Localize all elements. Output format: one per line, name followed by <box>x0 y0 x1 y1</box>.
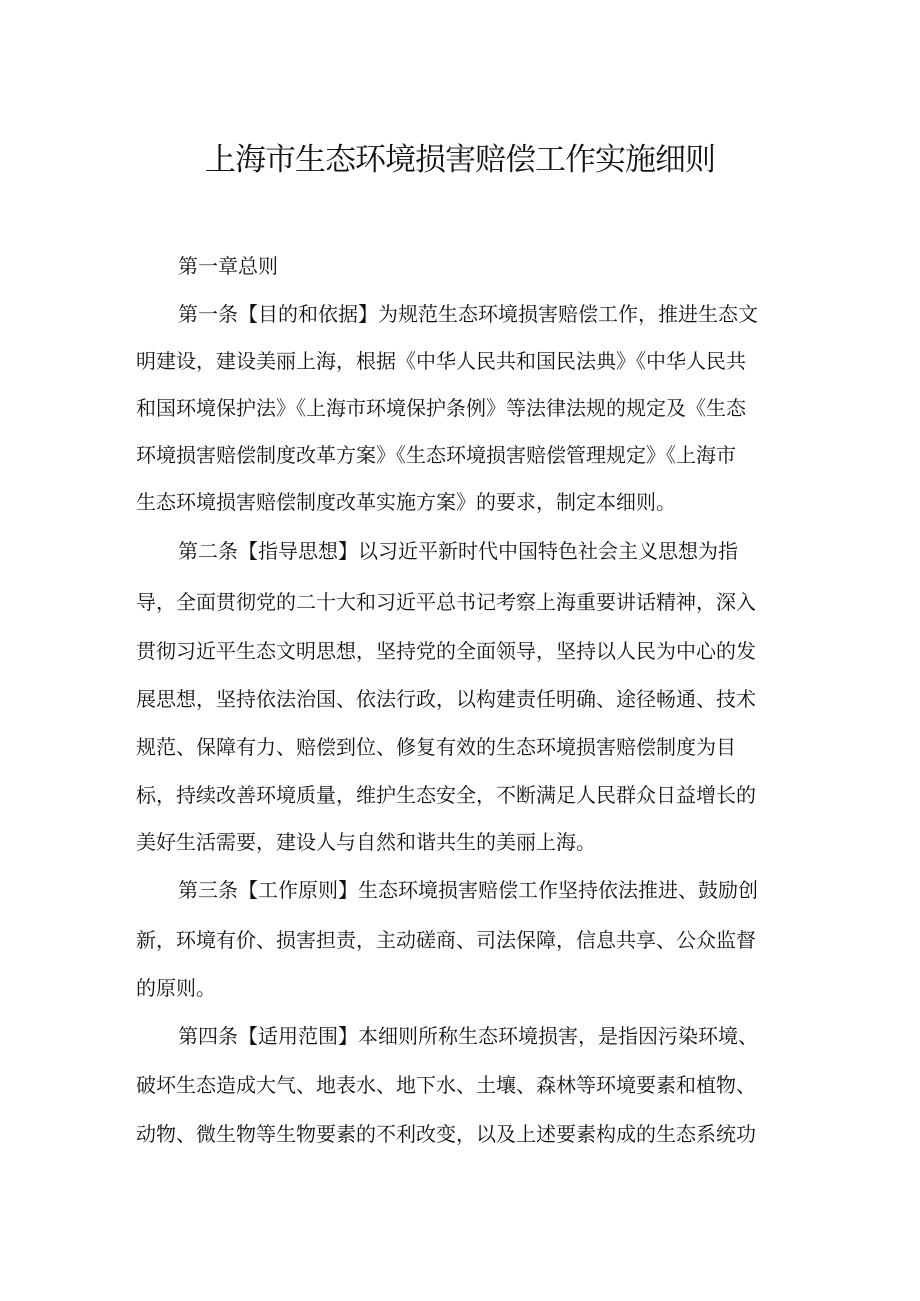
article-2-line: 贯彻习近平生态文明思想，坚持党的全面领导，坚持以人民为中心的发 <box>136 639 756 663</box>
article-1-line: 生态环境损害赔偿制度改革实施方案》的要求，制定本细则。 <box>136 490 676 514</box>
article-2-line: 美好生活需要，建设人与自然和谐共生的美丽上海。 <box>136 830 596 854</box>
article-2-line: 第二条【指导思想】以习近平新时代中国特色社会主义思想为指 <box>178 539 738 563</box>
article-3-line: 新，环境有价、损害担责，主动磋商、司法保障，信息共享、公众监督 <box>136 928 756 952</box>
article-4-line: 第四条【适用范围】本细则所称生态环境损害，是指因污染环境、 <box>178 1024 758 1048</box>
article-4-line: 动物、微生物等生物要素的不利改变，以及上述要素构成的生态系统功 <box>136 1122 756 1146</box>
article-1-line: 环境损害赔偿制度改革方案》《生态环境损害赔偿管理规定》《上海市 <box>136 443 736 467</box>
article-1-line: 和国环境保护法》《上海市环境保护条例》等法律法规的规定及《生态 <box>136 396 746 420</box>
chapter-heading: 第一章总则 <box>178 254 278 278</box>
article-3-line: 第三条【工作原则】生态环境损害赔偿工作坚持依法推进、鼓励创 <box>178 878 758 902</box>
article-2-line: 展思想，坚持依法治国、依法行政，以构建责任明确、途径畅通、技术 <box>136 687 756 711</box>
document-title: 上海市生态环境损害赔偿工作实施细则 <box>205 142 715 178</box>
article-1-line: 第一条【目的和依据】为规范生态环境损害赔偿工作，推进生态文 <box>178 302 758 326</box>
article-2-line: 规范、保障有力、赔偿到位、修复有效的生态环境损害赔偿制度为目 <box>136 735 736 759</box>
article-1-line: 明建设，建设美丽上海，根据《中华人民共和国民法典》《中华人民共 <box>136 349 746 373</box>
article-2-line: 导，全面贯彻党的二十大和习近平总书记考察上海重要讲话精神，深入 <box>136 590 756 614</box>
article-4-line: 破坏生态造成大气、地表水、地下水、土壤、森林等环境要素和植物、 <box>136 1073 756 1097</box>
article-2-line: 标，持续改善环境质量，维护生态安全，不断满足人民群众日益增长的 <box>136 783 756 807</box>
article-3-line: 的原则。 <box>136 976 216 1000</box>
